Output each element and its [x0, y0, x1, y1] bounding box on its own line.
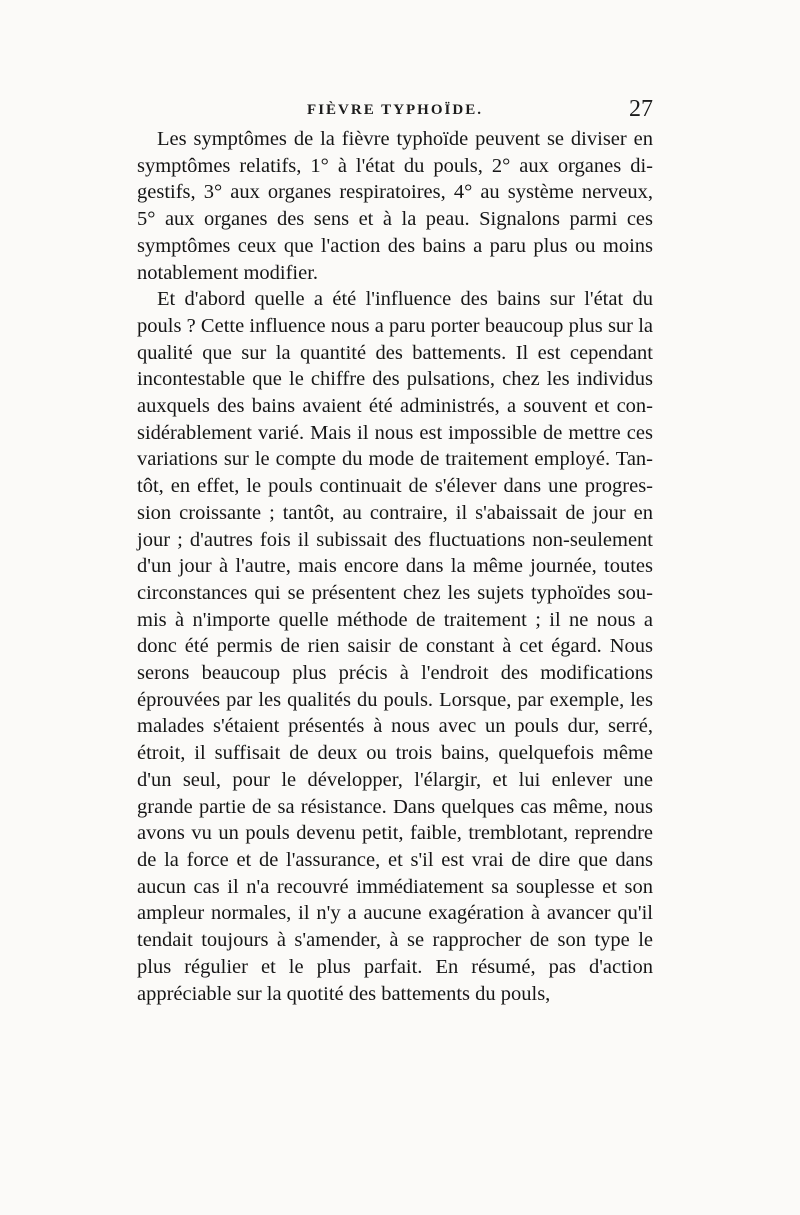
paragraph-symptoms: Les symptômes de la fièvre typhoïde peuvent se diviser en symptômes relatifs, 1° à l'état du pouls, 2° aux organes digestifs, 3° aux organes respiratoires, 4° au système nerveux, 5° aux organes des sens et à la peau. Signalons parmi ces symptômes ceux que l'action des bains a paru plus ou moins notablement modifier. — [137, 128, 653, 284]
paragraph-pulse: Et d'abord quelle a été l'influence des bains sur l'état du pouls ? Cette influence nous a paru porter beaucoup plus sur la qualité que sur la quantité des battements. Il est cependant incontestable que le chiffre des pulsations, chez les individus auxquels des bains avaient été administrés, a souvent et considérablement varié. Mais il nous est impossible de mettre ces variations sur le compte du mode de traitement employé. Tantôt, en effet, le pouls continuait de s'élever dans une progression croissante ; tantôt, au contraire, il s'abaissait de jour en jour ; d'autres fois il subissait des fluctuations non-seulement d'un jour à l'autre, mais encore dans la même journée, toutes circonstances qui se présentent chez les sujets typhoïdes soumis à n'importe quelle méthode de traitement ; il ne nous a donc été permis de rien saisir de constant à cet égard. Nous serons beaucoup plus précis à l'endroit des modifications éprouvées par les qualités du pouls. Lorsque, par exemple, les malades s'étaient présentés à nous avec un pouls dur, serré, étroit, il suffisait de deux ou trois bains, quelquefois même d'un seul, pour le développer, l'élargir, et lui enlever une grande partie de sa résistance. Dans quelques cas même, nous avons vu un pouls devenu petit, faible, tremblotant, reprendre de la force et de l'assurance, et s'il est vrai de dire que dans aucun cas il n'a recouvré immédiatement sa souplesse et son ampleur normales, il n'y a aucune exagération à avancer qu'il tendait toujours à s'amender, à se rapprocher de son type le plus régulier et le plus parfait. En résumé, pas d'action appréciable sur la quotité des battements du pouls, — [137, 288, 653, 1005]
body-text — [137, 126, 653, 1007]
page-number: 27 — [629, 96, 653, 122]
running-title: FIÈVRE TYPHOÏDE. — [307, 102, 483, 118]
page-header — [137, 98, 653, 128]
